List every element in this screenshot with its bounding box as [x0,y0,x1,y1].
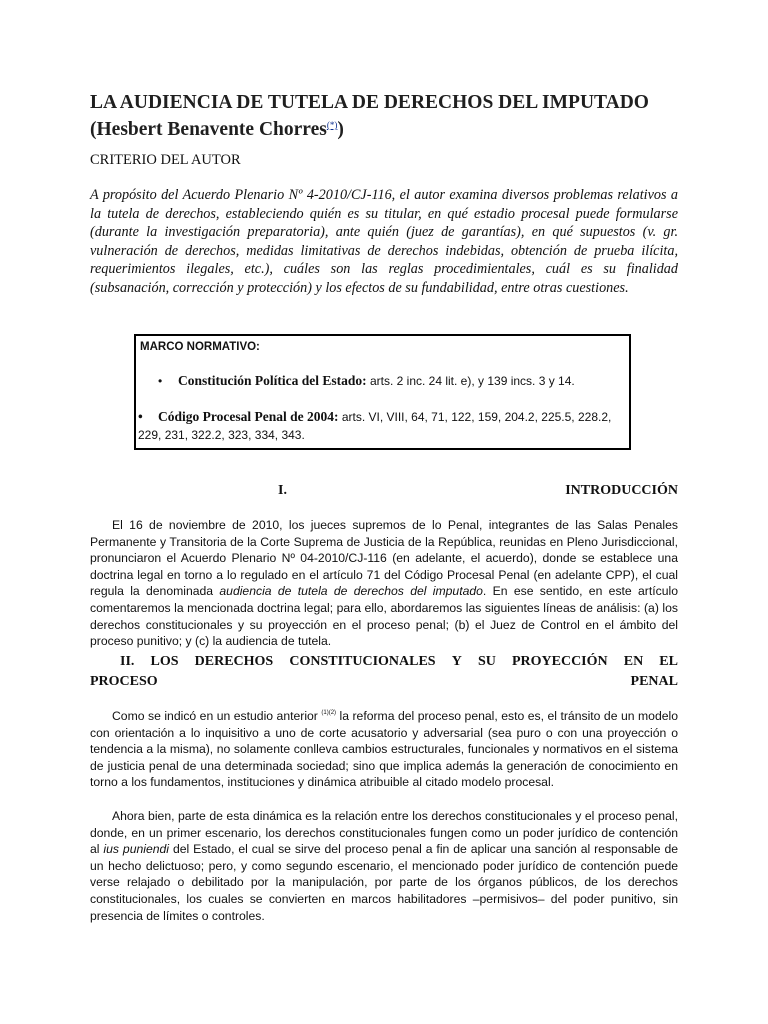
law-refs: arts. VI, VIII, 64, 71, 122, 159, 204.2, 225.5, 228.2, 229, 231, 322.2, 323, 334, 343. [138,410,612,442]
section-1-heading [90,483,678,503]
footnote-link[interactable]: (1)(2) [321,710,337,716]
abstract-text: A propósito del Acuerdo Plenario Nº 4-2010/CJ-116, el autor examina diversos problemas relativos a la tutela de derechos, estableciendo quién es su titular, en qué estadio procesal puede formularse (durante la investigación preparatoria), ante quién (juez de garantías), en qué supuestos (v. gr. vulneración de derechos, medidas limitativas de derechos indebidas, obtención de prueba ilícita, requerimientos ilegales, etc.), cuáles son las reglas procedimientales, cuál es su finalidad (subsanación, corrección y protección) y los efectos de su fundabilidad, entre otras cuestiones. [90,187,678,296]
article-title [90,92,678,141]
intro-paragraph: El 16 de noviembre de 2010, los jueces supremos de lo Penal, integrantes de las Salas Penales Permanente y Transitoria de la Corte Suprema de Justicia de la República, reunidas en Pleno Jurisdiccional, pronunciaron el Acuerdo Plenario Nº 04-2010/CJ-116 (en adelante, el acuerdo), donde se establece una doctrina legal en torno a lo regulado en el artículo 71 del Código Procesal Penal (en adelante CPP), el cual regula la denominada audiencia de tutela de derechos del imputado. En ese sentido, en este artículo comentaremos la mencionada doctrina legal; para ello, abordaremos las siguientes líneas de análisis: (a) los derechos constitucionales y su proyección en el proceso penal; (b) el Juez de Control en el ámbito del proceso punitivo; y (c) la audiencia de tutela. [90,518,678,649]
section-title: INTRODUCCIÓN [565,483,678,498]
body-paragraph: Ahora bien, parte de esta dinámica es la relación entre los derechos constitucionales y el proceso penal, donde, en un primer escenario, los derechos constitucionales fungen como un poder jurídico de contención al ius puniendi del Estado, el cual se sirve del proceso penal a fin de aplicar una sanción al responsable de un hecho delictuoso; pero, y como segundo escenario, el mencionado poder jurídico de contención puede verse relajado o debilitado por la manipulación, por parte de los órganos públicos, de los derechos constitucionales, los cuales se convierten en marcos habilitadores –permisivos– del poder punitivo, sin presencia de límites o controles. [90,809,679,923]
marco-normativo-box [134,334,631,450]
section-2-heading: II. LOS DERECHOS CONSTITUCIONALES Y SU PROYECCIÓN EN EL PROCESO PENAL [90,654,678,689]
title-close: ) [337,119,344,140]
emphasis-text: audiencia de tutela de derechos del imputado [219,584,483,599]
section-number: I. [278,483,287,498]
law-refs: arts. 2 inc. 24 lit. e), y 139 incs. 3 y 14. [366,374,575,388]
criterio-heading: CRITERIO DEL AUTOR [90,152,241,168]
bullet-icon: • [158,374,163,388]
marco-item-cpp [138,408,628,444]
bullet-icon: • [138,409,143,424]
marco-item-constitucion [158,373,575,389]
body-paragraph: Como se indicó en un estudio anterior $^{(1)(2)}$ la reforma del proceso penal, esto es, el tránsito de un modelo con orientación a lo inquisitivo a uno de corte acusatorio y adversarial (sea puro o con una proyección o tendencia a la misma), no solamente conlleva cambios estructurales, funcionales y normativos en el sistema de justicia penal de una determinada sociedad; sino que implica además la generación de conocimiento en torno a los fundamentos, instituciones y dinámica atribuible al citado modelo procesal. [90,709,678,790]
author-footnote-link[interactable]: (*) [326,120,338,130]
law-name: Constitución Política del Estado: [178,373,367,388]
section-number: II. [120,654,135,669]
marco-title: MARCO NORMATIVO: [140,341,260,353]
title-text: LA AUDIENCIA DE TUTELA DE DERECHOS DEL IMPUTADO (Hesbert Benavente Chorres [90,92,649,140]
law-name: Código Procesal Penal de 2004: [158,409,339,424]
emphasis-text: ius puniendi [103,842,170,857]
